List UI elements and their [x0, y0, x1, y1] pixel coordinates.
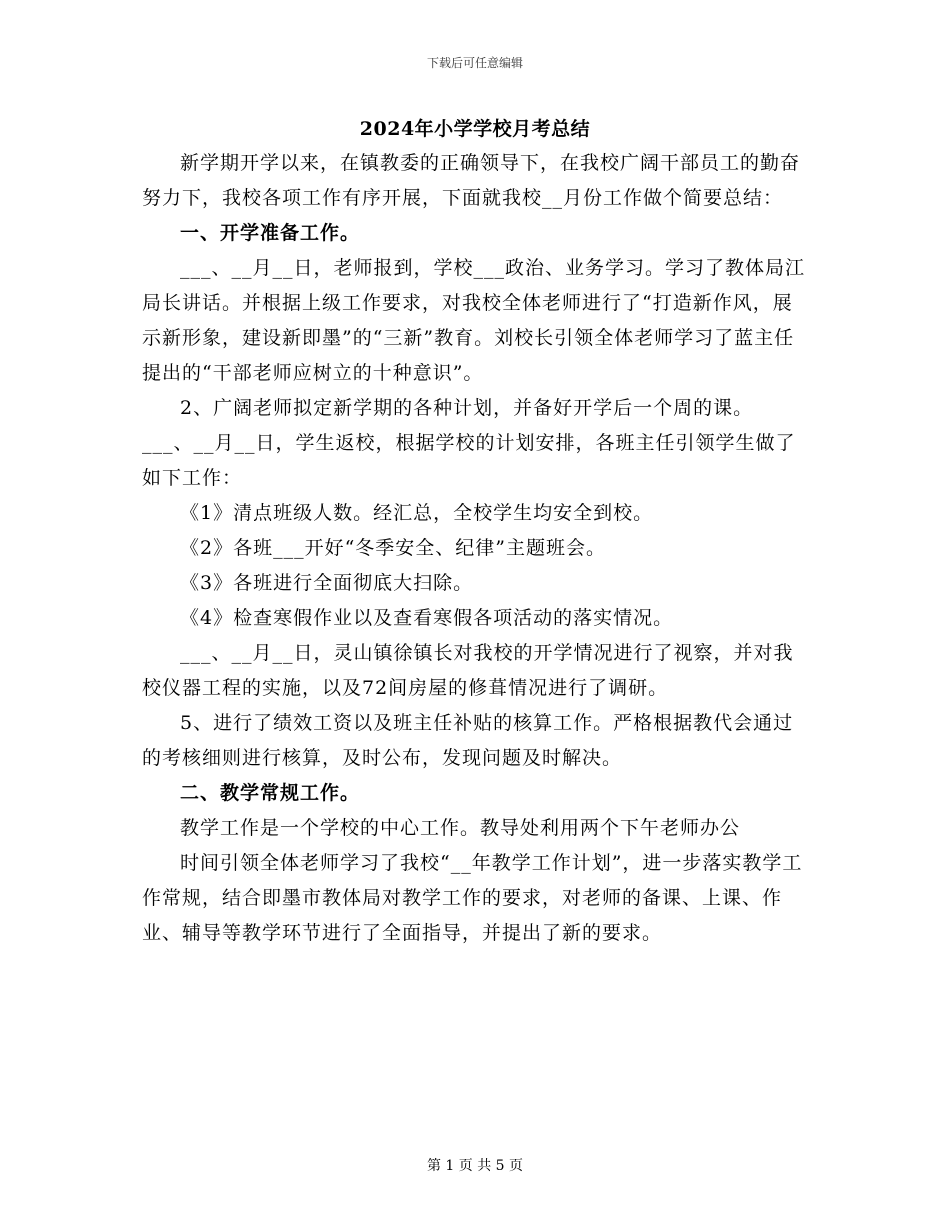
paragraph-teaching-intro: 教学工作是一个学校的中心工作。教导处利用两个下午老师办公 [180, 817, 741, 839]
page-number: 第 1 页 共 5 页 [426, 1158, 524, 1174]
paragraph-teacher-plans: 2、广阔老师拟定新学期的各种计划，并备好开学后一个周的课。 [180, 397, 754, 419]
paragraph-inspection: ___、__月__日，灵山镇徐镇长对我校的开学情况进行了视察，并对我校仪器工程的实施，以及72间房屋的修葺情况进行了调研。 [142, 642, 794, 699]
paragraph-students-return: ___、__月__日，学生返校，根据学校的计划安排，各班主任引领学生做了如下工作： [142, 432, 796, 489]
list-item-cleaning: 《3》各班进行全面彻底大扫除。 [180, 572, 474, 594]
list-item-headcount: 《1》清点班级人数。经汇总，全校学生均安全到校。 [180, 502, 654, 524]
paragraph-teaching-plan: 时间引领全体老师学习了我校“__年教学工作计划”，进一步落实教学工作常规，结合即墨市教体局对教学工作的要求，对老师的备课、上课、作业、辅导等教学环节进行了全面指导，并提出了新的要求。 [142, 852, 803, 944]
paragraph-performance-pay: 5、进行了绩效工资以及班主任补贴的核算工作。严格根据教代会通过的考核细则进行核算，及时公布，发现问题及时解决。 [142, 712, 794, 769]
document-body [142, 146, 808, 951]
section-heading-preparation: 一、开学准备工作。 [180, 222, 361, 244]
header-note: 下载后可任意编辑 [426, 56, 523, 70]
document-title: 2024年小学学校月考总结 [359, 118, 591, 140]
section-heading-teaching: 二、教学常规工作。 [180, 782, 361, 804]
paragraph-teacher-report: ___、__月__日，老师报到，学校___政治、业务学习。学习了教体局江局长讲话。并根据上级工作要求，对我校全体老师进行了“打造新作风，展示新形象，建设新即墨”的“三新”教育。刘校长引领全体老师学习了蓝主任提出的“干部老师应树立的十种意识”。 [142, 257, 806, 384]
list-item-homework-check: 《4》检查寒假作业以及查看寒假各项活动的落实情况。 [180, 607, 674, 629]
paragraph-intro: 新学期开学以来，在镇教委的正确领导下，在我校广阔干部员工的勤奋努力下，我校各项工作有序开展，下面就我校__月份工作做个简要总结： [142, 152, 801, 209]
list-item-class-meeting: 《2》各班___开好“冬季安全、纪律”主题班会。 [180, 537, 607, 559]
